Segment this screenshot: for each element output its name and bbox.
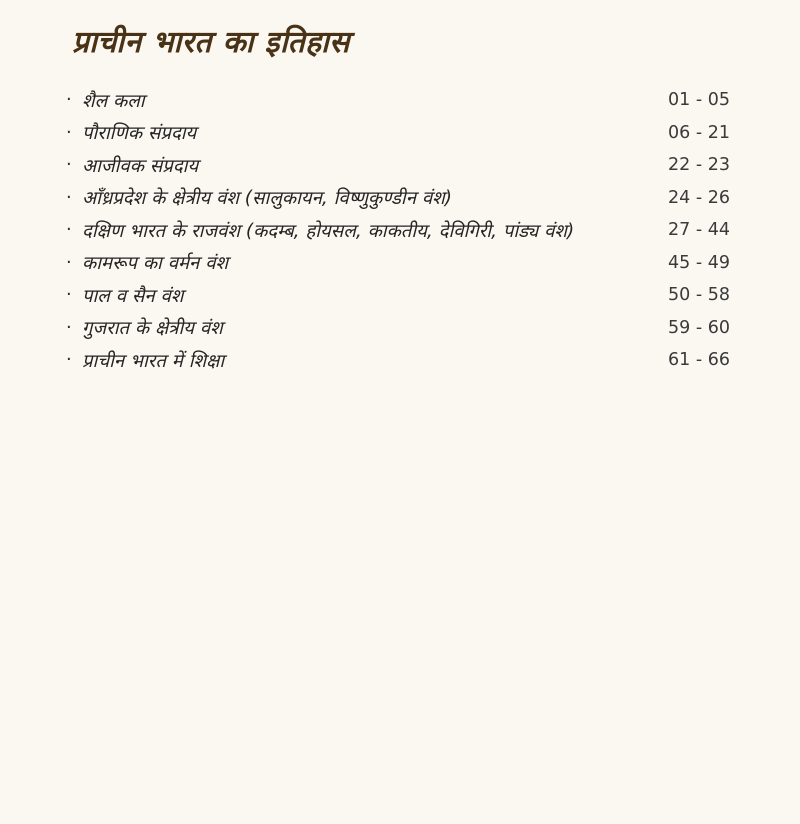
toc-item-label: पाल व सैन वंश	[82, 285, 184, 307]
toc-item-label: प्राचीन भारत में शिक्षा	[82, 350, 225, 372]
toc-row	[66, 117, 730, 150]
toc-item-pages: 01 - 05	[668, 90, 730, 111]
toc-list	[66, 84, 730, 377]
toc-item-pages: 06 - 21	[668, 122, 730, 143]
bullet-icon: ·	[66, 349, 72, 371]
toc-row	[66, 312, 730, 345]
toc-row	[66, 149, 730, 182]
toc-row	[66, 279, 730, 312]
bullet-icon: ·	[66, 316, 72, 338]
toc-item-pages: 27 - 44	[668, 220, 730, 241]
toc-item-pages: 45 - 49	[668, 252, 730, 273]
toc-item-label: शैल कला	[82, 90, 145, 112]
page-title: प्राचीन भारत का इतिहास	[72, 25, 350, 60]
toc-item-label: कामरूप का वर्मन वंश	[82, 253, 229, 275]
bullet-icon: ·	[66, 121, 72, 143]
bullet-icon: ·	[66, 89, 72, 111]
toc-row	[66, 84, 730, 117]
toc-row	[66, 182, 730, 215]
bullet-icon: ·	[66, 284, 72, 306]
toc-item-pages: 61 - 66	[668, 350, 730, 371]
toc-item-pages: 22 - 23	[668, 155, 730, 176]
toc-item-pages: 59 - 60	[668, 317, 730, 338]
toc-item-label: आँध्रप्रदेश के क्षेत्रीय वंश (सालुकायन, विष्णुकुण्डीन वंश)	[82, 188, 452, 210]
toc-item-pages: 50 - 58	[668, 285, 730, 306]
toc-row	[66, 344, 730, 377]
toc-item-label: दक्षिण भारत के राजवंश (कदम्ब, होयसल, काकतीय, देविगिरी, पांड्य वंश)	[82, 220, 575, 242]
toc-row	[66, 247, 730, 280]
toc-page	[0, 24, 800, 824]
toc-item-pages: 24 - 26	[668, 187, 730, 208]
bullet-icon: ·	[66, 219, 72, 241]
bullet-icon: ·	[66, 154, 72, 176]
bullet-icon: ·	[66, 186, 72, 208]
toc-row	[66, 214, 730, 247]
toc-item-label: गुजरात के क्षेत्रीय वंश	[82, 318, 223, 340]
toc-item-label: आजीवक संप्रदाय	[82, 155, 199, 177]
bullet-icon: ·	[66, 251, 72, 273]
toc-item-label: पौराणिक संप्रदाय	[82, 123, 197, 145]
